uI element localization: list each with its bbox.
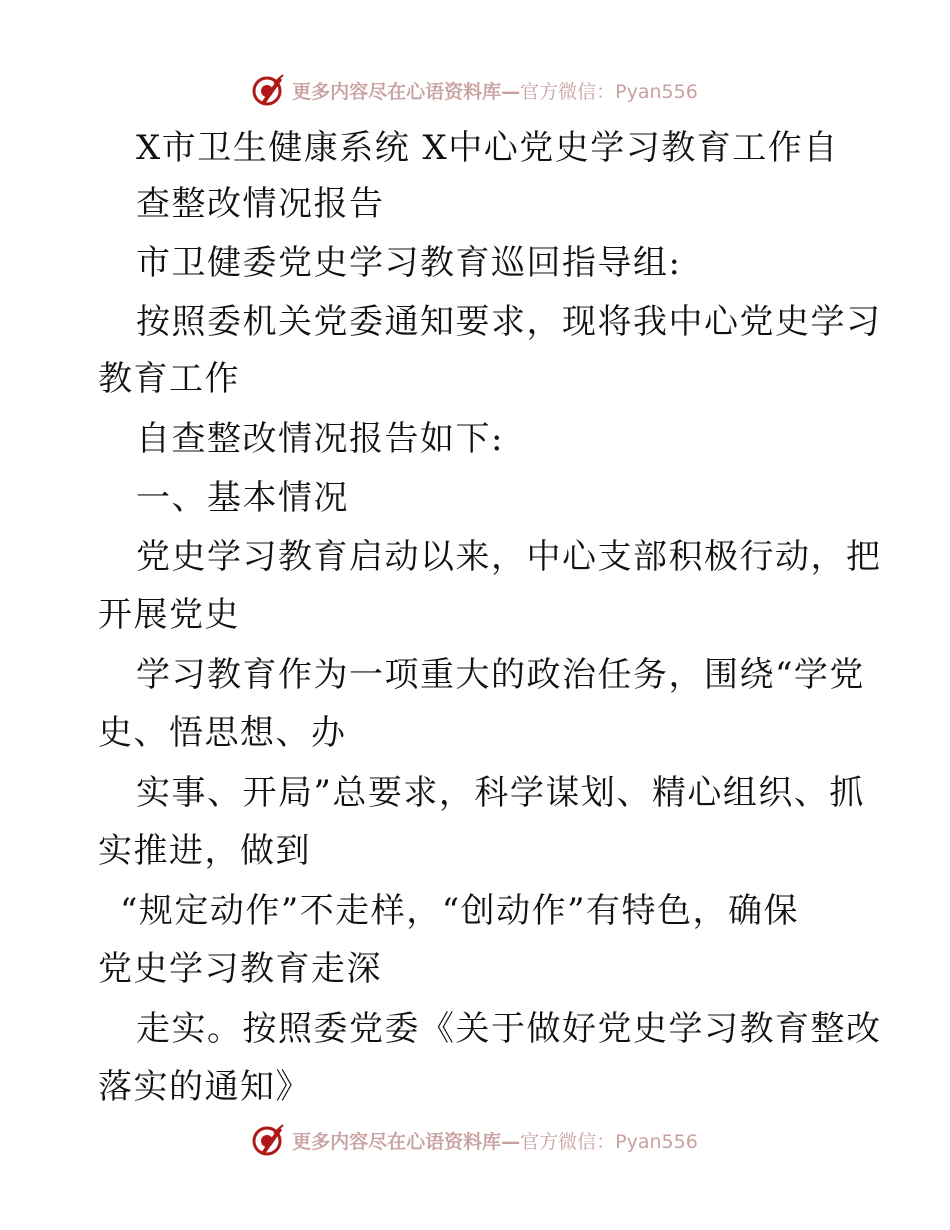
doc-addressee: 市卫健委党史学习教育巡回指导组: <box>136 243 682 283</box>
doc-paragraph-line: 实事、开局”总要求，科学谋划、精心组织、抓 <box>136 773 865 813</box>
header-watermark <box>0 70 950 110</box>
doc-paragraph-line: 走实。按照委党委《关于做好党史学习教育整改 <box>136 1009 882 1049</box>
watermark-brand: 更多内容尽在心语资料库 <box>292 80 502 103</box>
quill-logo-icon <box>252 1123 286 1157</box>
doc-paragraph-line: 教育工作 <box>98 359 240 399</box>
doc-section-heading: 一、基本情况 <box>136 478 349 518</box>
watermark-text <box>292 77 698 104</box>
watermark-wechat: 官方微信：Pyan556 <box>520 1130 698 1153</box>
watermark-wechat: 官方微信：Pyan556 <box>520 80 698 103</box>
doc-title-line-2: 查整改情况报告 <box>136 184 385 224</box>
doc-paragraph-line: 落实的通知》 <box>98 1067 311 1107</box>
watermark-text <box>292 1127 698 1154</box>
doc-paragraph-line: 史、悟思想、办 <box>98 713 347 753</box>
doc-paragraph-line: “规定动作”不走样，“创动作”有特色，确保 <box>120 891 800 931</box>
doc-paragraph-line: 按照委机关党委通知要求，现将我中心党史学习 <box>136 302 882 342</box>
doc-paragraph-line: 自查整改情况报告如下: <box>136 419 504 459</box>
doc-paragraph-line: 党史学习教育走深 <box>98 949 382 989</box>
doc-paragraph-line: 实推进，做到 <box>98 831 311 871</box>
doc-paragraph-line: 学习教育作为一项重大的政治任务，围绕“学党 <box>136 655 865 695</box>
doc-paragraph-line: 开展党史 <box>98 595 240 635</box>
doc-paragraph-line: 党史学习教育启动以来，中心支部积极行动，把 <box>136 537 882 577</box>
quill-logo-icon <box>252 73 286 107</box>
watermark-brand: 更多内容尽在心语资料库 <box>292 1130 502 1153</box>
watermark-separator: — <box>501 1130 521 1153</box>
footer-watermark <box>0 1120 950 1160</box>
doc-title-line-1: X市卫生健康系统 X中心党史学习教育工作自 <box>136 128 839 168</box>
watermark-separator: — <box>501 80 521 103</box>
